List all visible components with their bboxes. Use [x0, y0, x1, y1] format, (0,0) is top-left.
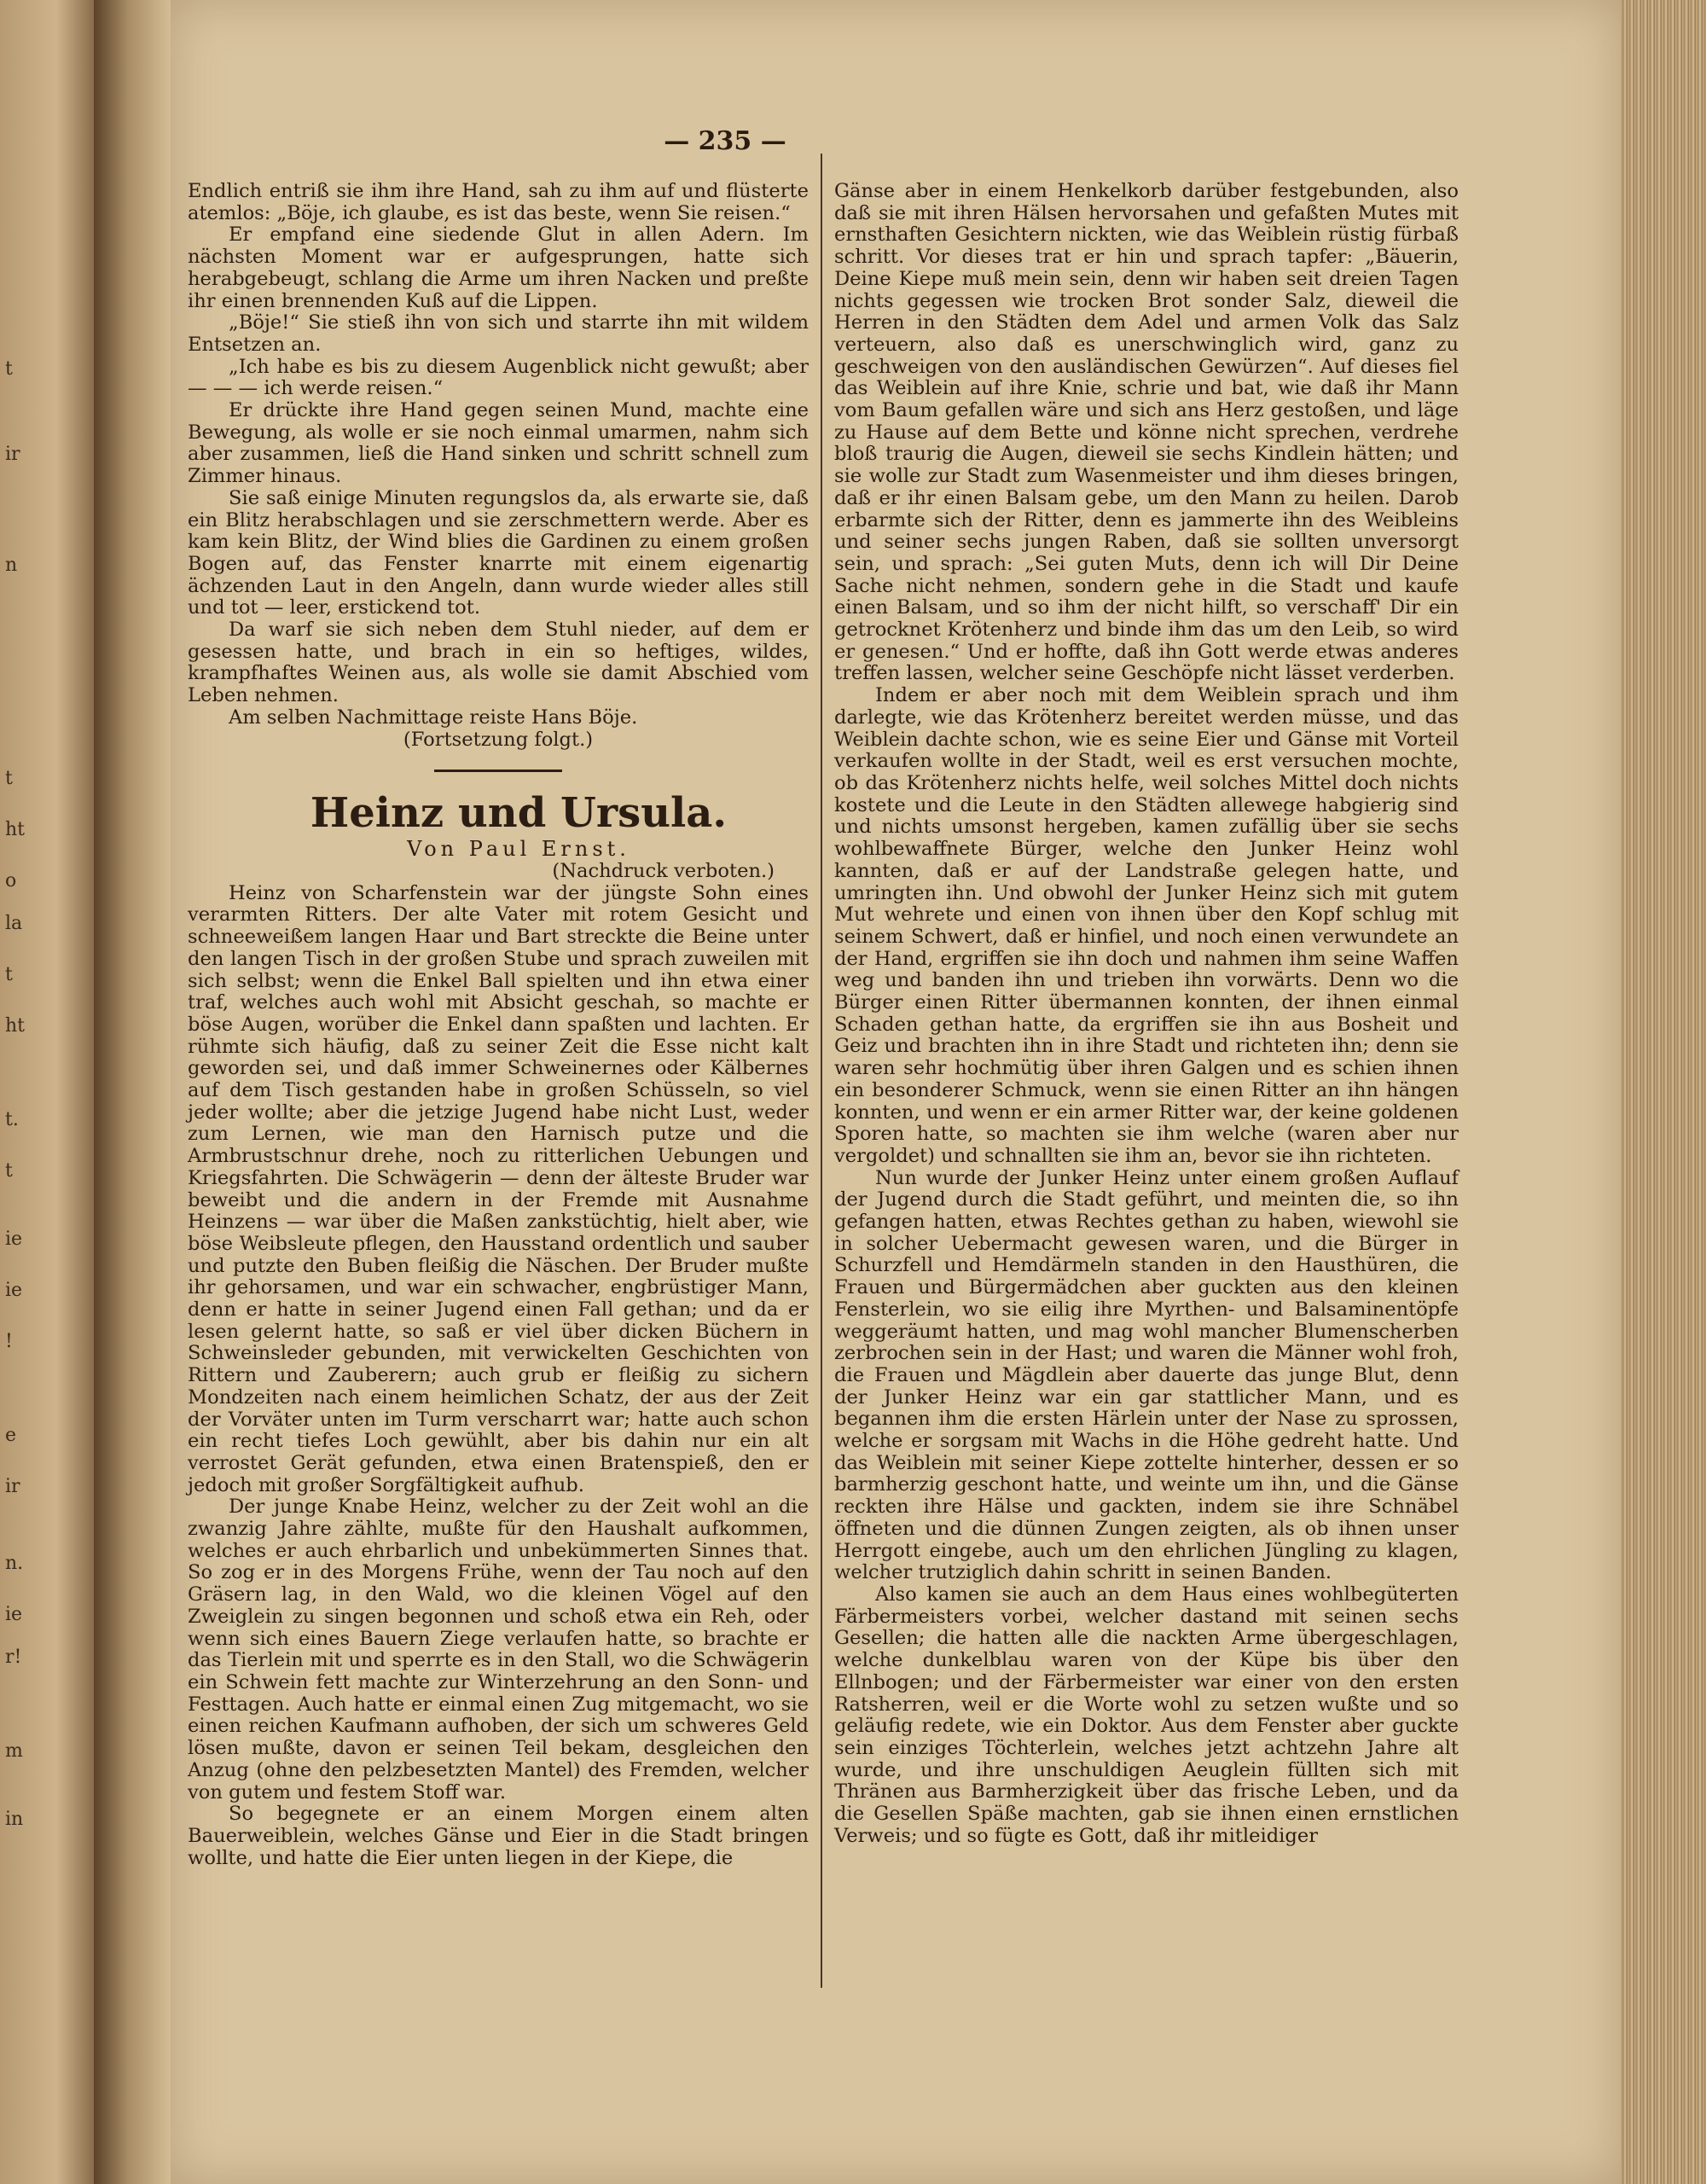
page-number: — 235 — [664, 126, 786, 156]
margin-fragment: n. [5, 1553, 24, 1574]
margin-fragment: t [5, 1160, 13, 1182]
margin-fragment: n [5, 555, 18, 576]
continuation-note: (Fortsetzung folgt.) [403, 728, 594, 751]
margin-fragment: ie [5, 1228, 23, 1250]
margin-fragment: o [5, 870, 17, 892]
margin-fragment: la [5, 913, 23, 934]
page-edge-stack [1621, 0, 1706, 2184]
margin-fragment: m [5, 1740, 23, 1762]
reprint-notice: (Nachdruck verboten.) [552, 859, 775, 882]
paragraph: Er drückte ihre Hand gegen seinen Mund, machte eine Bewegung, als wolle er sie noch einmal umarmen, nahm sich aber zusammen, ließ die Hand sinken und schritt schnell zum Zimmer hinaus. [188, 399, 809, 488]
paragraph: Der junge Knabe Heinz, welcher zu der Zeit wohl an die zwanzig Jahre zählte, mußte für den Haushalt aufkommen, welches er auch ehrbarlich und unbekümmerten Sinnes that. So zog er in des Morgens Frühe, wenn der Tau noch auf den Gräsern lag, in den Wald, wo die kleinen Vögel auf den Zweiglein zu singen begonnen und schoß etwa ein Reh, oder wenn sich eines Bauern Ziege verlaufen hatte, so brachte er das Tierlein mit und sperrte es in den Stall, wo die Schwägerin ein Schwein fett machte zur Winterzehrung an den Sonn- und Festtagen. Auch hatte er einmal einen Zug mitgemacht, wo sie einen reichen Kaufmann aufhoben, der sich um schweres Geld lösen mußte, davon er seinen Teil bekam, desgleichen den Anzug (ohne den pelzbesetzten Mantel) des Fremden, welcher von gutem und festem Stoff war. [188, 1496, 809, 1804]
left-page-edge [0, 0, 94, 2184]
paragraph: „Ich habe es bis zu diesem Augenblick nicht gewußt; aber — — — ich werde reisen.“ [188, 355, 809, 400]
margin-fragment: e [5, 1425, 17, 1446]
story-title: Heinz und Ursula. [310, 789, 728, 838]
margin-fragment: ! [5, 1331, 13, 1352]
margin-fragment: t [5, 768, 13, 789]
paragraph: Am selben Nachmittage reiste Hans Böje. [229, 706, 638, 729]
book-gutter [94, 0, 171, 2184]
paragraph: Da warf sie sich neben dem Stuhl nieder, auf dem er gesessen hatte, und brach in ein so heftiges, wildes, krampfhaftes Weinen aus, als wolle sie damit Abschied vom Leben nehmen. [188, 619, 809, 707]
paragraph: Endlich entriß sie ihm ihre Hand, sah zu ihm auf und flüsterte atemlos: „Böje, ich glaube, es ist das beste, wenn Sie reisen.“ [188, 180, 809, 224]
paragraph: So begegnete er an einem Morgen einem alten Bauerweiblein, welches Gänse und Eier in die Stadt bringen wollte, und hatte die Eier unten liegen in der Kiepe, die [188, 1803, 809, 1869]
paragraph: „Böje!“ Sie stieß ihn von sich und starrte ihn mit wildem Entsetzen an. [188, 311, 809, 356]
paragraph: Nun wurde der Junker Heinz unter einem großen Auflauf der Jugend durch die Stadt geführt, und meinten die, so ihn gefangen hatten, etwas Rechtes gethan zu haben, wiewohl sie in solcher Uebermacht gewesen waren, und die Bürger in Schurzfell und Hemdärmeln standen in den Hausthüren, die Frauen und Bürgermädchen aber guckten aus den kleinen Fensterlein, wo sie eilig ihre Myrthen- und Balsaminentöpfe weggeräumt hatten, und mag wohl mancher Blumenscherben zerbrochen sein in der Hast; und waren die Männer wohl froh, die Frauen und Mägdlein aber dauerte das junge Blut, denn der Junker Heinz war ein gar stattlicher Mann, und es begannen ihm die ersten Härlein unter der Nase zu sprossen, welche er sorgsam mit Wachs in die Höhe gedreht hatte. Und das Weiblein mit seiner Kiepe zottelte hinterher, dessen er so barmherzig geschont hatte, und weinte um ihn, und die Gänse reckten ihre Hälse und gackten, indem sie ihre Schnäbel öffneten und die dünnen Zungen zeigten, als ob ihnen unser Herrgott eingebe, auch um den ehrlichen Jüngling zu klagen, welcher trutziglich dahin schritt in seinen Banden. [834, 1166, 1459, 1584]
margin-fragment: r! [5, 1647, 22, 1668]
margin-fragment: ir [5, 1476, 20, 1497]
margin-fragment: in [5, 1809, 24, 1830]
margin-fragment: ie [5, 1280, 23, 1301]
margin-fragment: t. [5, 1109, 19, 1130]
paragraph: Also kamen sie auch an dem Haus eines wohlbegüterten Färbermeisters vorbei, welcher dastand mit seinen sechs Gesellen; die hatten alle die nackten Arme übergeschlagen, welche dunkelblau waren von der Küpe bis über den Ellnbogen; und der Färbermeister war einer von den ersten Ratsherren, weil er die Worte wohl zu setzen wußte und so geläufig redete, wie ein Doktor. Aus dem Fenster aber guckte sein einziges Töchterlein, welches jetzt achtzehn Jahre alt wurde, und ihre unschuldigen Aeuglein füllten sich mit Thränen aus Barmherzigkeit über das frische Leben, und da die Gesellen Späße machten, gab sie ihnen einen ernstlichen Verweis; und so fügte es Gott, daß ihr mitleidiger [834, 1583, 1459, 1847]
byline: Von Paul Ernst. [407, 837, 630, 862]
left-column [188, 181, 809, 1869]
right-column [834, 181, 1459, 1847]
paragraph: Gänse aber in einem Henkelkorb darüber festgebunden, also daß sie mit ihren Hälsen hervorsahen und gefaßten Mutes mit ernsthaften Gesichtern nickten, wie das Weiblein rüstig fürbaß schritt. Vor dieses trat er hin und sprach tapfer: „Bäuerin, Deine Kiepe muß mein sein, denn wir haben seit dreien Tagen nichts gegessen wie trocken Brot sonder Salz, dieweil die Herren in den Städten dem Adel und armen Volk das Salz verteuern, also daß es unerschwinglich wird, ganz zu geschweigen von den ausländischen Gewürzen“. Auf dieses fiel das Weiblein auf ihre Knie, schrie und bat, wie daß ihr Mann vom Baum gefallen wäre und sich ans Herz gestoßen, und läge zu Hause auf dem Bette und könne nicht sprechen, verdrehe bloß traurig die Augen, dieweil sie sechs Kindlein hätten; und sie wolle zur Stadt zum Wasenmeister und ihm dieses bringen, daß er ihr einen Balsam gebe, um den Mann zu heilen. Darob erbarmte sich der Ritter, denn es jammerte ihn des Weibleins und seiner sechs jungen Raben, daß sie sollten unversorgt sein, und sprach: „Sei guten Muts, denn ich will Dir Deine Sache nicht nehmen, sondern gehe in die Stadt und kaufe einen Balsam, und so ihm der nicht hilft, so verschaff' Dir ein getrocknet Krötenherz und binde ihm das um den Leib, so wird er genesen.“ Und er hoffte, daß ihn Gott werde etwas anderes treffen lassen, welcher seine Geschöpfe nicht lässet verderben. [834, 180, 1459, 685]
margin-fragment: ht [5, 1015, 26, 1037]
margin-fragment: t [5, 964, 13, 985]
margin-fragment: ir [5, 444, 20, 465]
paragraph: Er empfand eine siedende Glut in allen Adern. Im nächsten Moment war er aufgesprungen, hatte sich herabgebeugt, schlang die Arme um ihren Nacken und preßte ihr einen brennenden Kuß auf die Lippen. [188, 224, 809, 312]
paragraph: Indem er aber noch mit dem Weiblein sprach und ihm darlegte, wie das Krötenherz bereitet werden müsse, und das Weiblein dachte schon, wie es seine Eier und Gänse mit Vorteil verkaufen wollte in der Stadt, weil es erst versuchen mochte, ob das Krötenherz nichts helfe, weil solches Mittel doch nichts kostete und die Leute in den Städten allewege habgierig sind und nichts umsonst hergeben, kamen zufällig über sie sechs wohlbewaffnete Bürger, welche den Junker Heinz wohl kannten, daß er auf der Landstraße gelegen hatte, und umringten ihn. Und obwohl der Junker Heinz sich mit gutem Mut wehrete und einen von ihnen über den Kopf schlug mit seinem Schwert, daß er hinfiel, und noch einen verwundete an der Hand, ergriffen sie ihn doch und nahmen ihm seine Waffen weg und banden ihn und trieben ihn vorwärts. Denn wo die Bürger einen Ritter übermannen konnten, der ihnen einmal Schaden gethan hatte, da ergriffen sie ihn aus Bosheit und Geiz und brachten ihn in ihre Stadt und richteten ihn; denn sie waren sehr hochmütig über ihren Galgen und es schien ihnen ein besonderer Schmuck, wenn sie einen Ritter an ihn hängen konnten, und wenn er ein armer Ritter war, der keine goldenen Sporen hatte, so machten sie ihm welche (waren aber nur vergoldet) und schnallten sie ihm an, bevor sie ihn richteten. [834, 684, 1459, 1167]
section-rule [434, 770, 562, 772]
margin-fragment: ie [5, 1604, 23, 1625]
margin-fragment: ht [5, 819, 26, 840]
paragraph: Heinz von Scharfenstein war der jüngste Sohn eines verarmten Ritters. Der alte Vater mit rotem Gesicht und schneeweißem langen Haar und Bart streckte die Beine unter den langen Tisch in der großen Stube und sprach zuweilen mit sich selbst; wenn die Enkel Ball spielten und ihn etwa einer traf, welches auch wohl mit Absicht geschah, so machte er böse Augen, worüber die Enkel dann spaßten und lachten. Er rühmte sich häufig, daß zu seiner Zeit die Esse nicht kalt geworden sei, und daß immer Schweinernes oder Kälbernes auf dem Tisch gestanden habe in großen Schüsseln, so viel jeder wollte; aber die jetzige Jugend habe nicht Lust, weder zum Lernen, wie man den Harnisch putze und die Armbrustschnur drehe, noch zu ritterlichen Uebungen und Kriegsfahrten. Die Schwägerin — denn der älteste Bruder war beweibt und die andern in der Fremde mit Ausnahme Heinzens — war über die Maßen zankstüchtig, hielt aber, wie böse Weibsleute pflegen, den Hausstand ordentlich und sauber und putzte den Buben fleißig die Näschen. Der Bruder mußte ihr gehorsamen, und war ein schwacher, engbrüstiger Mann, denn er hatte in seiner Jugend einen Fall gethan; und da er lesen gelernt hatte, so saß er viel über dicken Büchern in Schweinsleder gebunden, mit verwickelten Geschichten von Rittern und Zauberern; auch grub er fleißig zu sichern Mondzeiten nach einem heimlichen Schatz, der aus der Zeit der Vorväter unten im Turm verscharrt war; hatte auch schon ein recht tiefes Loch gewühlt, aber bis dahin nur ein alt verrostet Gerät gefunden, etwa einen Bratenspieß, den er jedoch mit großer Sorgfältigkeit aufhub. [188, 881, 809, 1496]
paragraph: Sie saß einige Minuten regungslos da, als erwarte sie, daß ein Blitz herabschlagen und sie zerschmettern werde. Aber es kam kein Blitz, der Wind blies die Gardinen zu einem großen Bogen auf, das Fenster knarrte mit einem eigenartig ächzenden Laut in den Angeln, dann wurde wieder alles still und tot — leer, erstickend tot. [188, 486, 809, 619]
margin-fragment: t [5, 358, 13, 380]
column-divider [821, 154, 822, 1988]
